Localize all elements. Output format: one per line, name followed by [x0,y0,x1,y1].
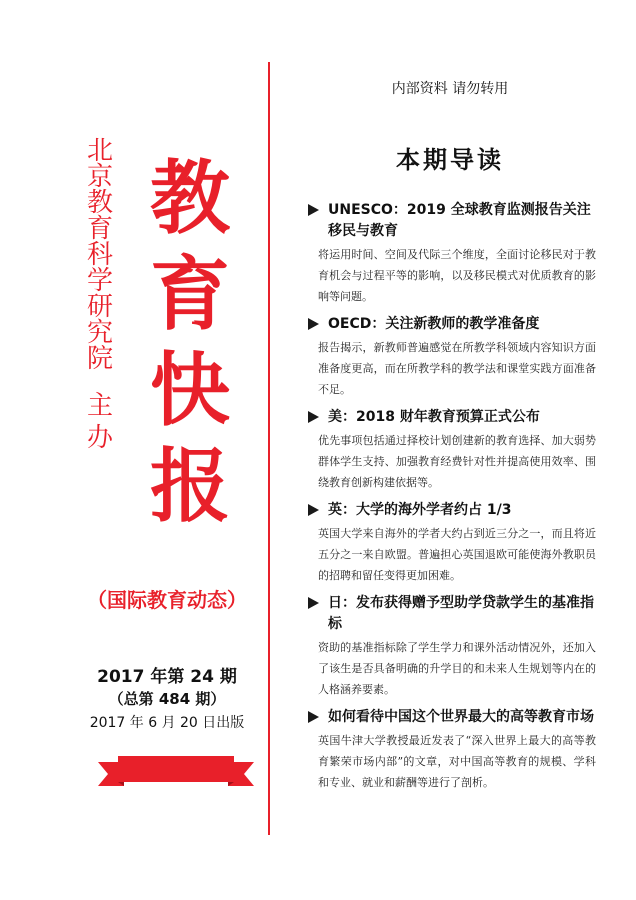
article-headline [306,707,596,728]
headline-text: 英：大学的海外学者约占 1/3 [328,502,512,518]
article-summary: 资助的基准指标除了学生学力和课外活动情况外，还加入了该生是否具备明确的升学目的和未来人生规划等内在的人格涵养要素。 [318,641,596,696]
article-headline [306,593,596,635]
article-summary: 优先事项包括通过择校计划创建新的教育选择、加大弱势群体学生支持、加强教育经费针对性并提高使用效率、围绕教育创新构建依据等。 [318,434,596,489]
headline-text: 如何看待中国这个世界最大的高等教育市场 [328,709,594,725]
publish-date: 2017 年 6 月 20 日出版 [89,715,245,731]
institute-char: 科 [86,240,113,270]
institute-char: 北 [86,136,113,166]
list-item [306,707,596,793]
article-summary: 报告揭示，新教师普遍感觉在所教学科领域内容知识方面准备度更高，而在所教学科的教学法和课堂实践方面准备不足。 [318,341,596,396]
list-item [306,407,596,493]
article-headline [306,500,596,521]
institute-char: 学 [86,266,113,296]
list-item [306,500,596,586]
list-item [306,314,596,400]
guide-title: 本期导读 [396,145,504,174]
triangle-bullet-icon [308,597,319,609]
total-issue-number: （总第 484 期） [108,690,226,708]
title-char: 教 [150,151,230,245]
internal-notice: 内部资料 请勿转用 [391,81,509,97]
article-list [306,200,596,800]
title-char: 报 [150,439,230,533]
institute-char: 育 [86,214,113,244]
triangle-bullet-icon [308,711,319,723]
institute-char: 究 [86,318,113,348]
ribbon-icon [98,752,254,788]
article-headline [306,200,596,242]
article-summary: 英国大学来自海外的学者大约占到近三分之一，而且将近五分之一来自欧盟。普遍担心英国退欧可能使海外教职员的招聘和留任变得更加困难。 [318,527,596,582]
institute-char: 研 [86,292,113,322]
triangle-bullet-icon [308,504,319,516]
sponsor-label [84,390,116,454]
triangle-bullet-icon [308,204,319,216]
list-item [306,593,596,700]
sponsor-char: 办 [86,423,113,453]
institute-char: 京 [86,162,113,192]
title-char: 快 [150,343,230,437]
article-headline [306,314,596,335]
masthead-title [140,150,240,534]
headline-text: 美：2018 财年教育预算正式公布 [328,409,540,425]
institute-char: 院 [86,344,113,374]
triangle-bullet-icon [308,411,319,423]
headline-text: UNESCO：2019 全球教育监测报告关注移民与教育 [328,202,591,239]
article-headline [306,407,596,428]
institute-char: 教 [86,188,113,218]
list-item [306,200,596,307]
headline-text: 日：发布获得赠予型助学贷款学生的基准指标 [328,595,594,632]
triangle-bullet-icon [308,318,319,330]
issue-number: 2017 年第 24 期 [97,667,237,687]
institute-name [84,138,116,372]
sponsor-char: 主 [86,391,113,421]
headline-text: OECD：关注新教师的教学准备度 [328,316,540,332]
subtitle: （国际教育动态） [87,588,247,612]
title-char: 育 [150,247,230,341]
article-summary: 英国牛津大学教授最近发表了“深入世界上最大的高等教育繁荣市场内部”的文章，对中国高等教育的规模、学科和专业、就业和薪酬等进行了剖析。 [318,734,596,789]
article-summary: 将运用时间、空间及代际三个维度，全面讨论移民对于教育机会与过程平等的影响，以及移民模式对优质教育的影响等问题。 [318,248,596,303]
